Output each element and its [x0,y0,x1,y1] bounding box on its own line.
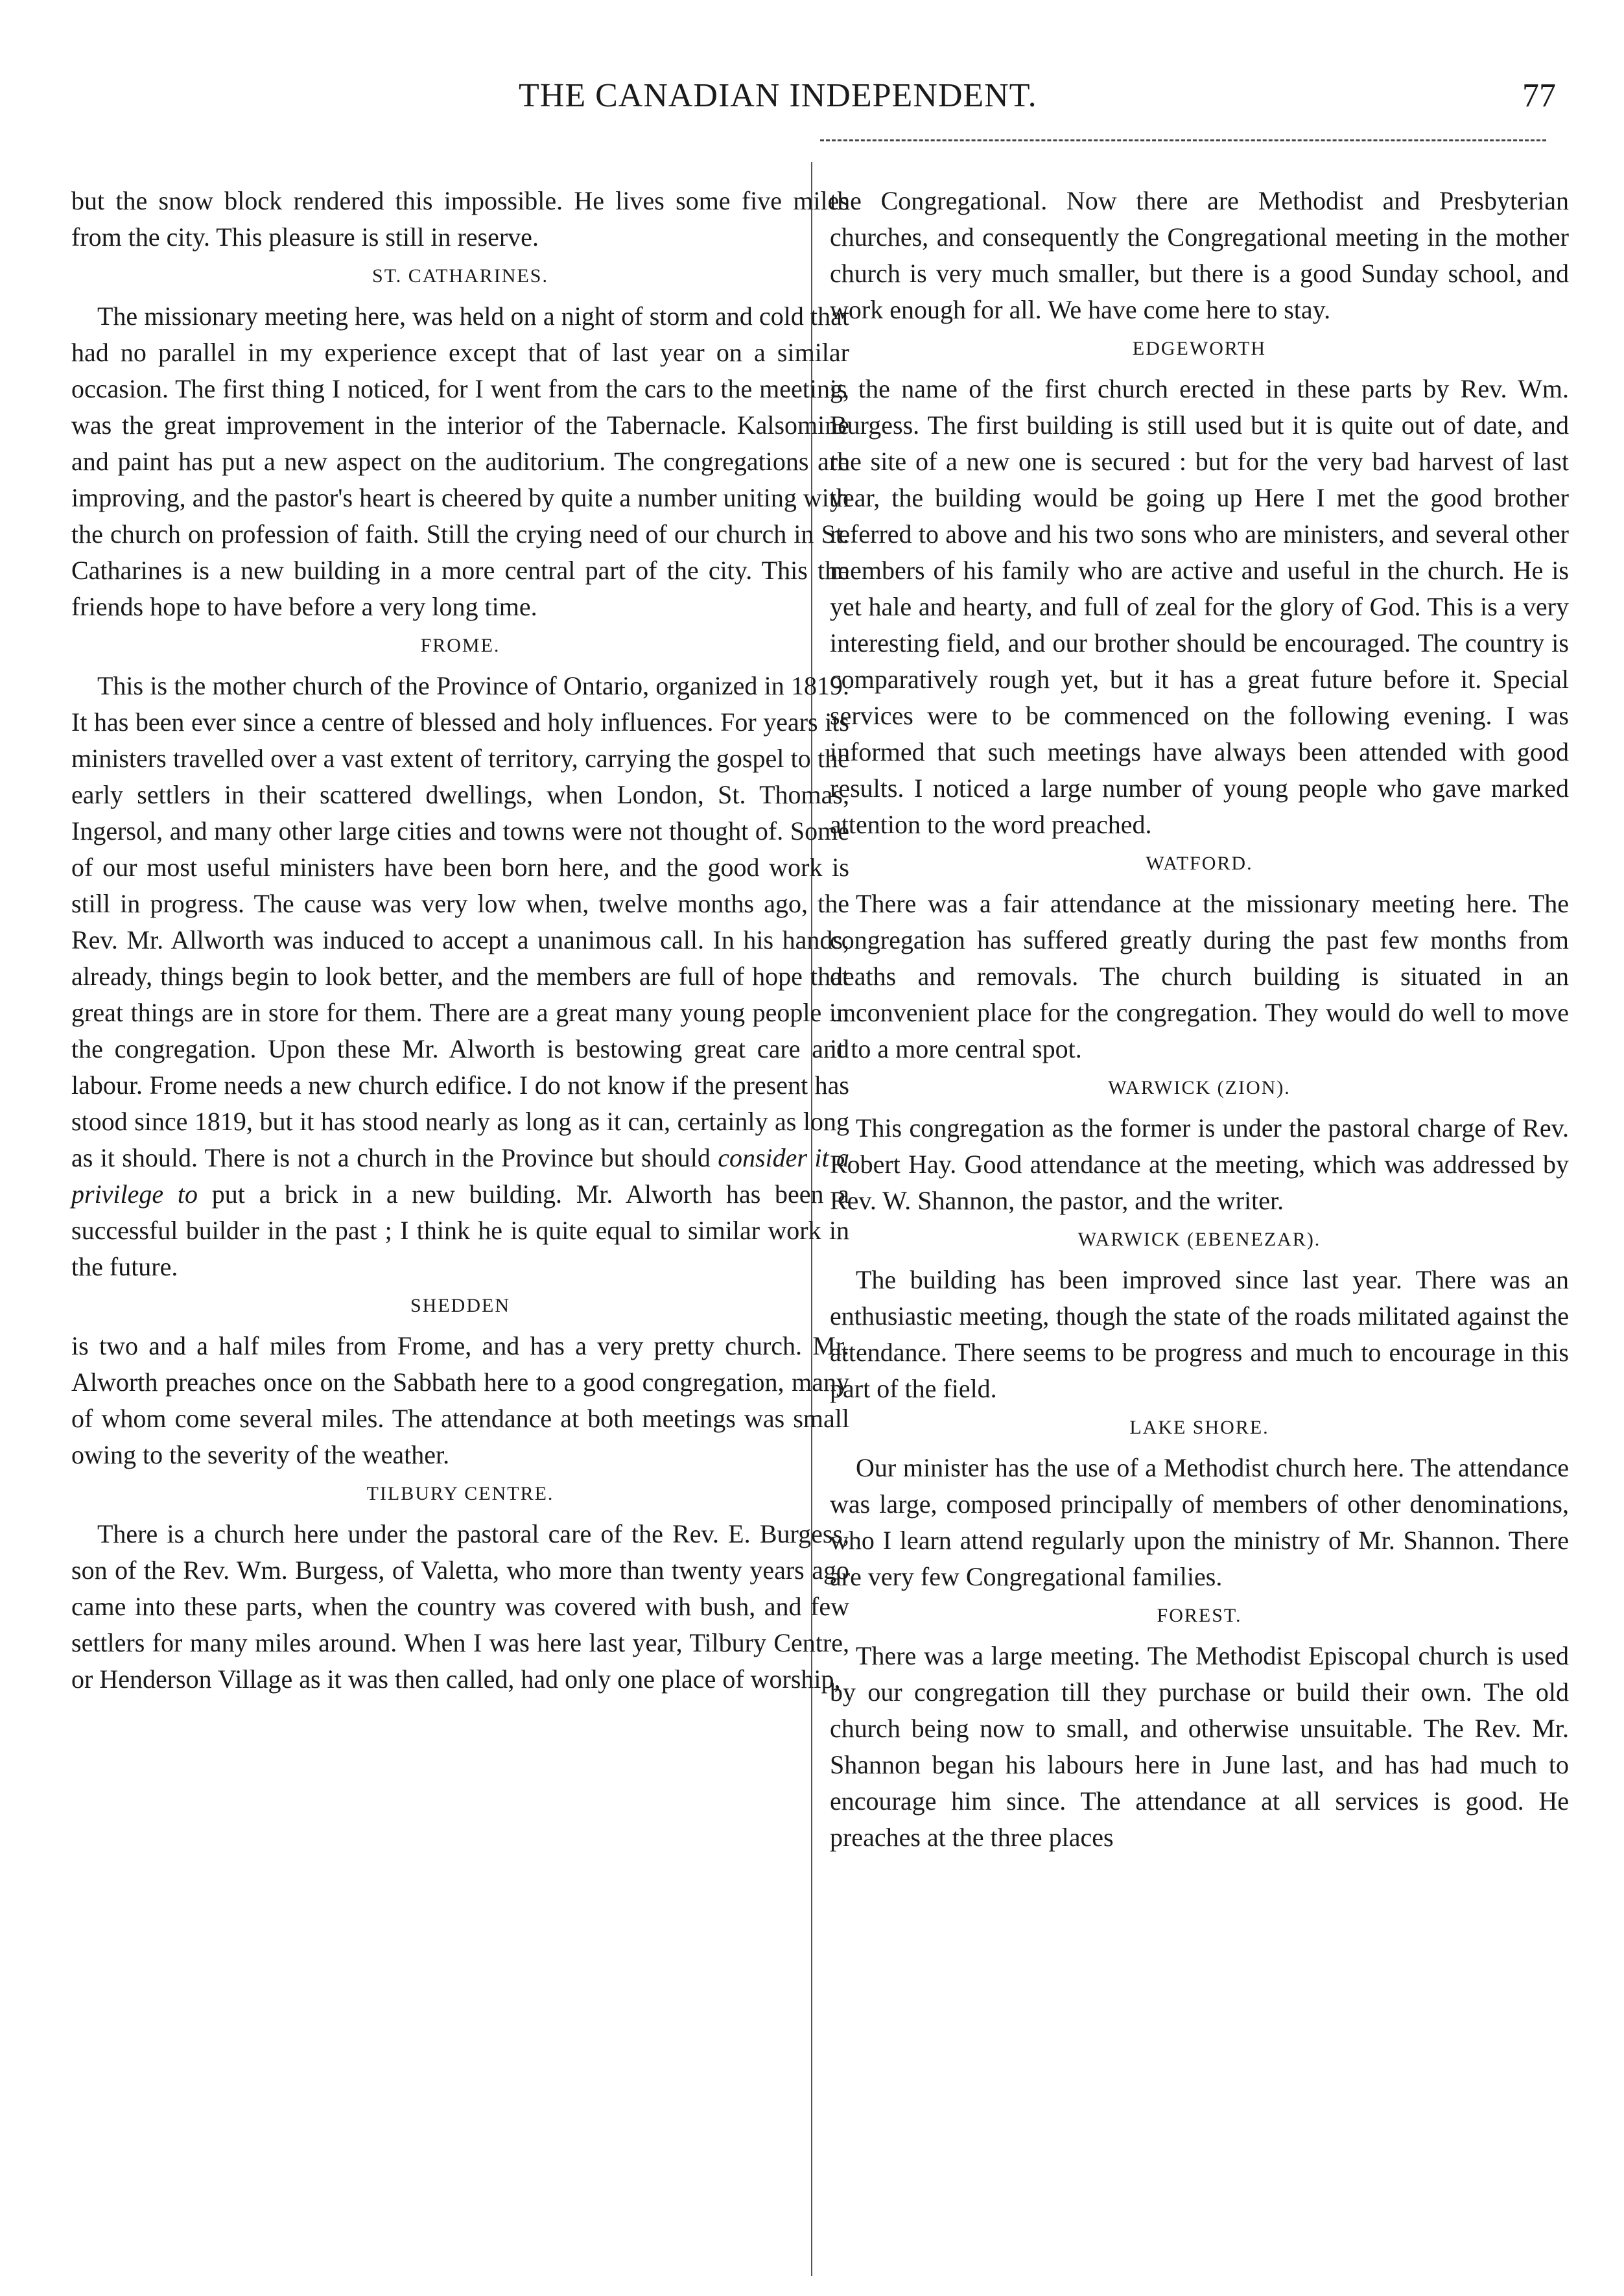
paragraph-forest: There was a large meeting. The Methodist Episcopal church is used by our congregation till they purchase or build their own. The old church being now to small, and otherwise unsuitable. The Rev. Mr. Shannon began his labours here in June last, and has had much to encourage him since. The attendance at all services is good. He preaches at the three places [830,1641,1569,1852]
right-column [830,183,1569,1856]
paragraph-continued: the Congregational. Now there are Methodist and Presbyterian churches, and consequently the Congregational meeting in the mother church is very much smaller, but there is a good Sunday school, and work enough for all. We have come here to stay. [830,186,1569,324]
paragraph-lake-shore: Our minister has the use of a Methodist church here. The attendance was large, composed principally of members of other denominations, who I learn attend regularly upon the ministry of Mr. Shannon. There are very few Congregational families. [830,1453,1569,1591]
header-rule [820,139,1546,141]
section-heading-forest: FOREST. [1157,1605,1242,1626]
section-heading-tilbury-centre: TILBURY CENTRE. [366,1483,554,1504]
section-heading-warwick-zion: WARWICK (ZION). [1108,1077,1291,1098]
frome-text-b: put a brick in a new building. Mr. Alworth has been a successful builder in the past ; I think he is quite equal to similar work in the future. [71,1179,850,1281]
paragraph-shedden: is two and a half miles from Frome, and has a very pretty church. Mr. Alworth preaches once on the Sabbath here to a good congregation, many of whom come several miles. The attendance at both meetings was small owing to the severity of the weather. [71,1331,849,1469]
paragraph-warwick-zion: This congregation as the former is under the pastoral charge of Rev. Robert Hay. Good attendance at the meeting, which was addressed by Rev. W. Shannon, the pastor, and the writer. [830,1113,1569,1215]
section-heading-watford: WATFORD. [1146,853,1253,874]
journal-title: THE CANADIAN INDEPENDENT. [519,77,1037,114]
paragraph-warwick-ebenezar: The building has been improved since last year. There was an enthusiastic meeting, though the state of the roads militated against the attendance. There seems to be progress and much to encourage in this part of the field. [830,1265,1569,1403]
section-heading-lake-shore: LAKE SHORE. [1129,1417,1269,1438]
frome-text-a: This is the mother church of the Province of Ontario, organized in 1819. It has been ever since a centre of blessed and holy influences. For years its ministers travelled over a vast extent of territory, carrying the gospel to the early settlers in their scattered dwellings, when London, St. Thomas, Ingersol, and many other large cities and towns were not thought of. Some of our most useful ministers have been born here, and the good work is still in progress. The cause was very low when, twelve months ago, the Rev. Mr. Allworth was induced to accept a unanimous call. In his hands, already, things begin to look better, and the members are full of hope that great things are in store for them. There are a great many young people in the congregation. Upon these Mr. Alworth is bestowing great care and labour. Frome needs a new church edifice. I do not know if the present has stood since 1819, but it has stood nearly as long as it can, certainly as long as it should. There is not a church in the Province but should [71,671,849,1172]
page-number: 77 [1522,77,1556,114]
paragraph-st-catharines: The missionary meeting here, was held on a night of storm and cold that had no parallel in my experience except that of last year on a similar occasion. The first thing I noticed, for I went from the cars to the meeting, was the great improvement in the interior of the Tabernacle. Kalsomine and paint has put a new aspect on the auditorium. The congregations are improving, and the pastor's heart is cheered by quite a number uniting with the church on profession of faith. Still the crying need of our church in St. Catharines is a new building in a more central part of the city. This the friends hope to have before a very long time. [71,302,849,621]
frome-italic-phrase: consider it a privilege to [71,1143,850,1209]
section-heading-shedden: SHEDDEN [410,1295,510,1316]
paragraph-watford: There was a fair attendance at the missionary meeting here. The congregation has suffered greatly during the past few months from deaths and removals. The church building is situated in an unconvenient place for the congregation. They would do well to move it to a more central spot. [830,889,1569,1063]
left-column [71,183,849,1698]
section-heading-st-catharines: ST. CATHARINES. [372,265,548,287]
paragraph-tilbury-centre: There is a church here under the pastoral care of the Rev. E. Burgess, son of the Rev. Wm. Burgess, of Valetta, who more than twenty years ago came into these parts, when the country was covered with bush, and few settlers for many miles around. When I was here last year, Tilbury Centre, or Henderson Village as it was then called, had only one place of worship, [71,1519,849,1694]
section-heading-frome: FROME. [420,635,500,656]
section-heading-edgeworth: EDGEWORTH [1132,338,1267,359]
page-header [0,77,1624,135]
section-heading-warwick-ebenezar: WARWICK (EBENEZAR). [1077,1229,1321,1250]
paragraph-continued: but the snow block rendered this impossible. He lives some five miles from the city. This pleasure is still in reserve. [71,186,849,252]
paragraph-edgeworth: is the name of the first church erected in these parts by Rev. Wm. Burgess. The first building is still used but it is quite out of date, and the site of a new one is secured : but for the very bad harvest of last year, the building would be going up Here I met the good brother referred to above and his two sons who are ministers, and several other members of his family who are active and useful in the church. He is yet hale and hearty, and full of zeal for the glory of God. This is a very interesting field, and our brother should be encouraged. The country is comparatively rough yet, but it has a great future before it. Special services were to be commenced on the following evening. I was informed that such meetings have always been attended with good results. I noticed a large number of young people who gave marked attention to the word preached. [830,374,1569,839]
paragraph-frome [71,668,849,1285]
